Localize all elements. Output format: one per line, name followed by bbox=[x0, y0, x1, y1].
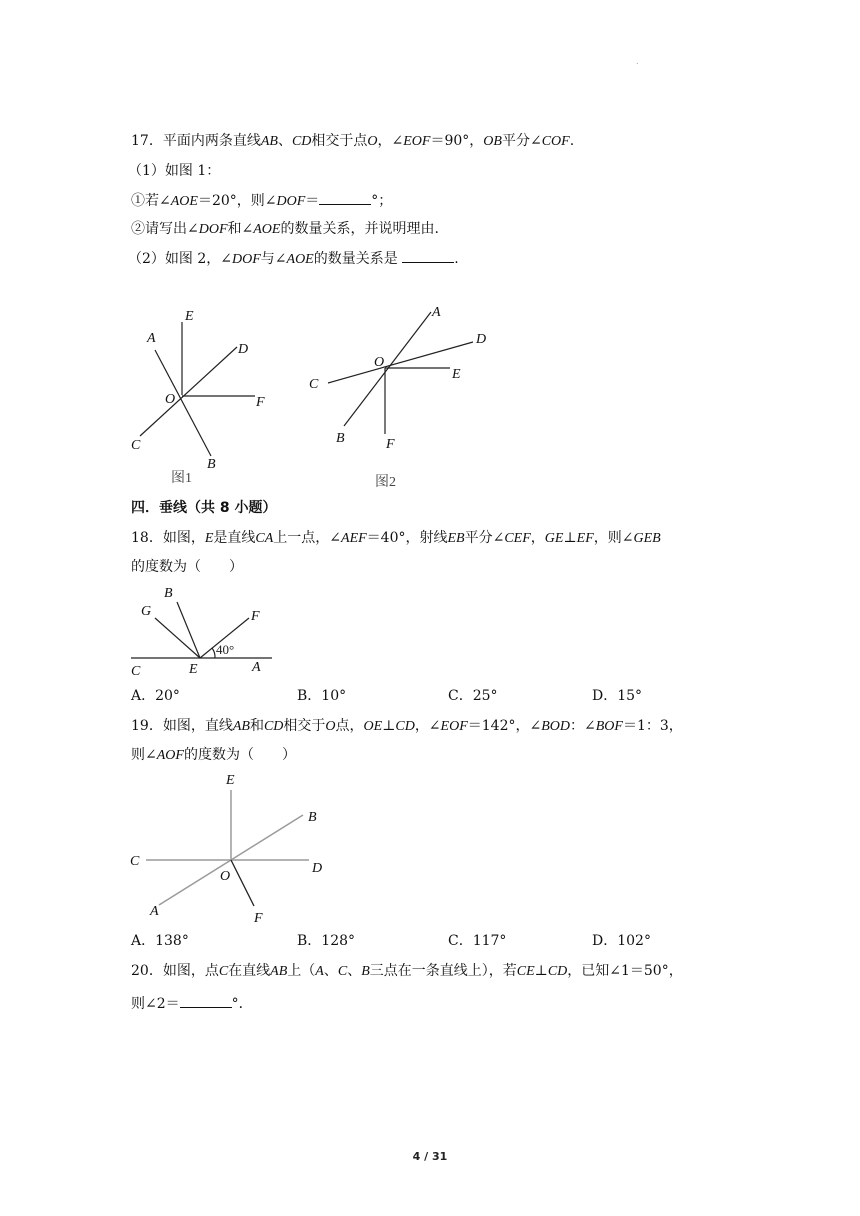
label-c: C bbox=[131, 438, 141, 453]
label-a: A bbox=[432, 305, 441, 320]
label-a: A bbox=[252, 660, 261, 675]
label-e: E bbox=[452, 367, 461, 382]
q19-figure bbox=[125, 768, 335, 928]
label-f: F bbox=[256, 395, 265, 410]
angle-label: 40° bbox=[216, 642, 235, 657]
label-a: A bbox=[150, 904, 159, 919]
answer-blank bbox=[402, 248, 454, 263]
q18-stem-line2: 的度数为（ ） bbox=[131, 559, 243, 575]
ray-eb bbox=[177, 602, 200, 658]
line-cd bbox=[140, 347, 237, 436]
label-b: B bbox=[308, 810, 317, 825]
section-heading: 四．垂线（共 8 小题） bbox=[131, 500, 277, 516]
answer-blank bbox=[180, 993, 232, 1008]
label-o: O bbox=[374, 355, 385, 370]
label-e: E bbox=[189, 662, 198, 677]
q19-stem: 19．如图，直线AB和CD相交于O点，OE⊥CD，∠EOF＝142°，∠BOD：∠BOF＝1：3， bbox=[131, 718, 683, 734]
q17-part2: （2）如图 2，∠DOF与∠AOE的数量关系是 . bbox=[128, 248, 459, 270]
label-f: F bbox=[251, 609, 260, 624]
q18-stem: 18．如图，E是直线CA上一点，∠AEF＝40°，射线EB平分∠CEF，GE⊥EF，则∠GEB bbox=[131, 530, 661, 546]
label-a: A bbox=[147, 331, 156, 346]
line-ab bbox=[155, 350, 211, 456]
q19-option-c[interactable]: C．117° bbox=[448, 933, 507, 949]
q17-stem: 17．平面内两条直线AB、CD相交于点O，∠EOF＝90°，OB平分∠COF. bbox=[131, 133, 575, 149]
figure-caption: 图1 bbox=[171, 471, 192, 486]
figure-caption: 图2 bbox=[375, 475, 396, 490]
label-f: F bbox=[386, 437, 395, 452]
q20-stem-line2: 则∠2＝ °． bbox=[131, 993, 253, 1014]
label-b: B bbox=[336, 431, 345, 446]
ray-eg bbox=[155, 618, 200, 658]
label-o: O bbox=[220, 869, 231, 884]
q18-option-c[interactable]: C．25° bbox=[448, 688, 498, 704]
q17-part1a: ①若∠AOE＝20°，则∠DOF＝ °； bbox=[131, 190, 392, 212]
angle-arc bbox=[212, 648, 215, 658]
q18-option-a[interactable]: A．20° bbox=[131, 688, 180, 704]
label-e: E bbox=[185, 309, 194, 324]
page-number: 4 / 31 bbox=[412, 1150, 448, 1163]
q17-part1: （1）如图 1： bbox=[128, 163, 221, 179]
q18-option-d[interactable]: D．15° bbox=[592, 688, 643, 704]
label-d: D bbox=[312, 861, 323, 876]
label-g: G bbox=[141, 604, 152, 619]
line-ab bbox=[344, 312, 431, 426]
label-d: D bbox=[476, 332, 487, 347]
label-b: B bbox=[164, 586, 173, 601]
q17-figure-2 bbox=[305, 300, 505, 490]
answer-blank bbox=[319, 190, 371, 205]
label-d: D bbox=[238, 342, 249, 357]
header-mark: . bbox=[636, 57, 639, 66]
q20-stem: 20．如图，点C在直线AB上（A、C、B三点在一条直线上），若CE⊥CD，已知∠1＝50°， bbox=[131, 963, 683, 979]
q17-figure-1 bbox=[125, 305, 285, 495]
ray-of bbox=[231, 860, 254, 906]
label-e: E bbox=[226, 773, 235, 788]
label-o: O bbox=[165, 392, 176, 407]
q19-option-a[interactable]: A．138° bbox=[131, 933, 189, 949]
q19-option-b[interactable]: B．128° bbox=[297, 933, 356, 949]
q17-part1b: ②请写出∠DOF和∠AOE的数量关系，并说明理由. bbox=[131, 221, 439, 237]
label-f: F bbox=[254, 911, 263, 926]
q19-stem-line2: 则∠AOF的度数为（ ） bbox=[131, 747, 296, 763]
label-b: B bbox=[207, 457, 216, 472]
label-c: C bbox=[130, 854, 140, 869]
q19-option-d[interactable]: D．102° bbox=[592, 933, 651, 949]
q18-option-b[interactable]: B．10° bbox=[297, 688, 347, 704]
label-c: C bbox=[309, 377, 319, 392]
label-c: C bbox=[131, 664, 141, 679]
q18-figure bbox=[125, 582, 285, 682]
